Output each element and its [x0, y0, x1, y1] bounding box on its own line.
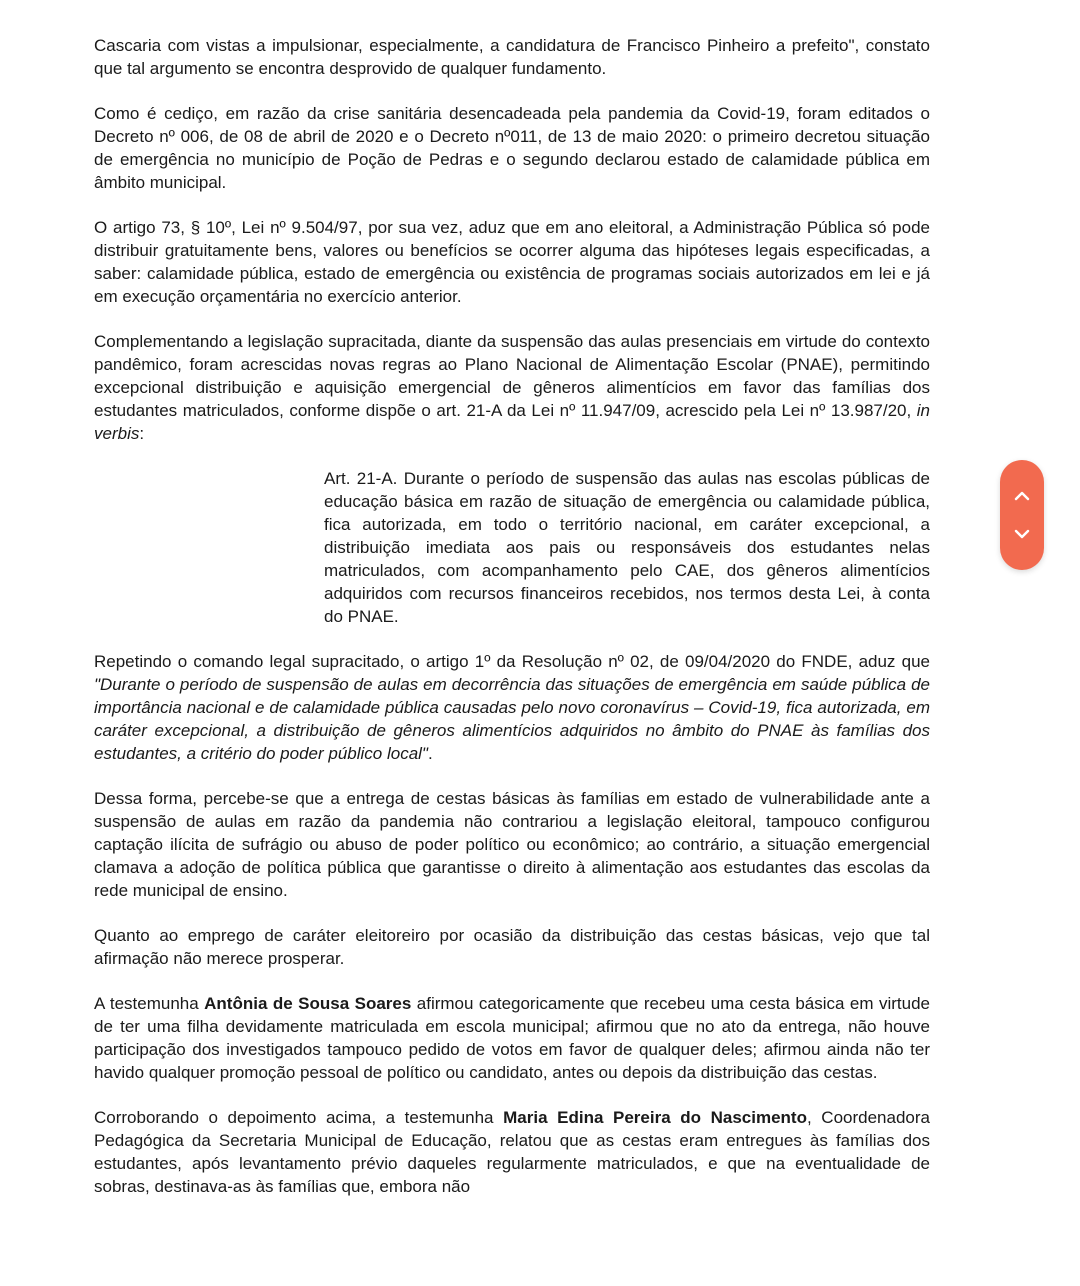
chevron-up-icon: [1012, 486, 1032, 506]
paragraph-4-end: :: [139, 424, 145, 443]
paragraph-5-italic-quote: "Durante o período de suspensão de aulas em decorrência das situações de emergência em saúde pública de importância nacional e de calamidade pública causadas pelo novo coronavírus – Covid-19, fica autorizada, em caráter excepcional, a distribuição de gêneros alimentícios adquiridos no âmbito do PNAE às famílias dos estudantes, a critério do poder público local": [94, 675, 930, 763]
paragraph-5: [94, 650, 930, 765]
paragraph-8-pre: A testemunha: [94, 994, 205, 1013]
paragraph-8: [94, 992, 930, 1084]
paragraph-5-text: Repetindo o comando legal supracitado, o artigo 1º da Resolução nº 02, de 09/04/2020 do FNDE, aduz que: [94, 652, 930, 671]
block-quote: Art. 21-A. Durante o período de suspensão das aulas nas escolas públicas de educação básica em razão de situação de emergência ou calamidade pública, fica autorizada, em todo o território nacional, em caráter excepcional, a distribuição imediata aos pais ou responsáveis dos estudantes nelas matriculados, com acompanhamento pelo CAE, dos gêneros alimentícios adquiridos com recursos financeiros recebidos, nos termos desta Lei, à conta do PNAE.: [324, 469, 930, 626]
paragraph-4: [94, 330, 930, 445]
witness-name-1: Antônia de Sousa Soares: [204, 994, 412, 1013]
paragraph-9: [94, 1106, 930, 1198]
paragraph-9-post: , Coordenadora Pedagógica da Secretaria Municipal de Educação, relatou que as cestas eram entregues às famílias dos estudantes, após levantamento prévio daqueles regularmente matriculados, e que na eventualidade de sobras, destinava-as às famílias que, embora não: [94, 1108, 930, 1196]
page-scroll-nav: [1000, 460, 1044, 570]
chevron-down-icon: [1012, 524, 1032, 544]
paragraph-4-text: Complementando a legislação supracitada, diante da suspensão das aulas presenciais em virtude do contexto pandêmico, foram acrescidas novas regras ao Plano Nacional de Alimentação Escolar (PNAE), permitindo excepcional distribuição e aquisição emergencial de gêneros alimentícios em favor das famílias dos estudantes matriculados, conforme dispõe o art. 21-A da Lei nº 11.947/09, acrescido pela Lei nº 13.987/20,: [94, 332, 930, 420]
document-page: [94, 34, 930, 1220]
paragraph-2: Como é cediço, em razão da crise sanitária desencadeada pela pandemia da Covid-19, foram editados o Decreto nº 006, de 08 de abril de 2020 e o Decreto nº011, de 13 de maio 2020: o primeiro decretou situação de emergência no município de Poção de Pedras e o segundo declarou estado de calamidade pública em âmbito municipal.: [94, 104, 930, 192]
paragraph-5-end: .: [427, 744, 433, 763]
paragraph-9-pre: Corroborando o depoimento acima, a testemunha: [94, 1108, 504, 1127]
paragraph-3: O artigo 73, § 10º, Lei nº 9.504/97, por sua vez, aduz que em ano eleitoral, a Administração Pública só pode distribuir gratuitamente bens, valores ou benefícios se ocorrer alguma das hipóteses legais especificadas, a saber: calamidade pública, estado de emergência ou existência de programas sociais autorizados em lei e já em execução orçamentária no exercício anterior.: [94, 218, 930, 306]
scroll-up-button[interactable]: [1000, 476, 1044, 516]
paragraph-4-italic: in verbis: [94, 401, 930, 443]
paragraph-6: Dessa forma, percebe-se que a entrega de cestas básicas às famílias em estado de vulnerabilidade ante a suspensão de aulas em razão da pandemia não contrariou a legislação eleitoral, tampouco configurou captação ilícita de sufrágio ou abuso de poder político ou econômico; ao contrário, a situação emergencial clamava a adoção de política pública que garantisse o direito à alimentação aos estudantes das escolas da rede municipal de ensino.: [94, 789, 930, 900]
paragraph-8-post: afirmou categoricamente que recebeu uma cesta básica em virtude de ter uma filha devidamente matriculada em escola municipal; afirmou que no ato da entrega, não houve participação dos investigados tampouco pedido de votos em favor de qualquer deles; afirmou ainda não ter havido qualquer promoção pessoal de político ou candidato, antes ou depois da distribuição das cestas.: [94, 994, 930, 1082]
paragraph-1: Cascaria com vistas a impulsionar, especialmente, a candidatura de Francisco Pinheiro a prefeito", constato que tal argumento se encontra desprovido de qualquer fundamento.: [94, 36, 930, 78]
witness-name-2: Maria Edina Pereira do Nascimento: [503, 1108, 807, 1127]
scroll-down-button[interactable]: [1000, 514, 1044, 554]
paragraph-7: Quanto ao emprego de caráter eleitoreiro por ocasião da distribuição das cestas básicas, vejo que tal afirmação não merece prosperar.: [94, 926, 930, 968]
